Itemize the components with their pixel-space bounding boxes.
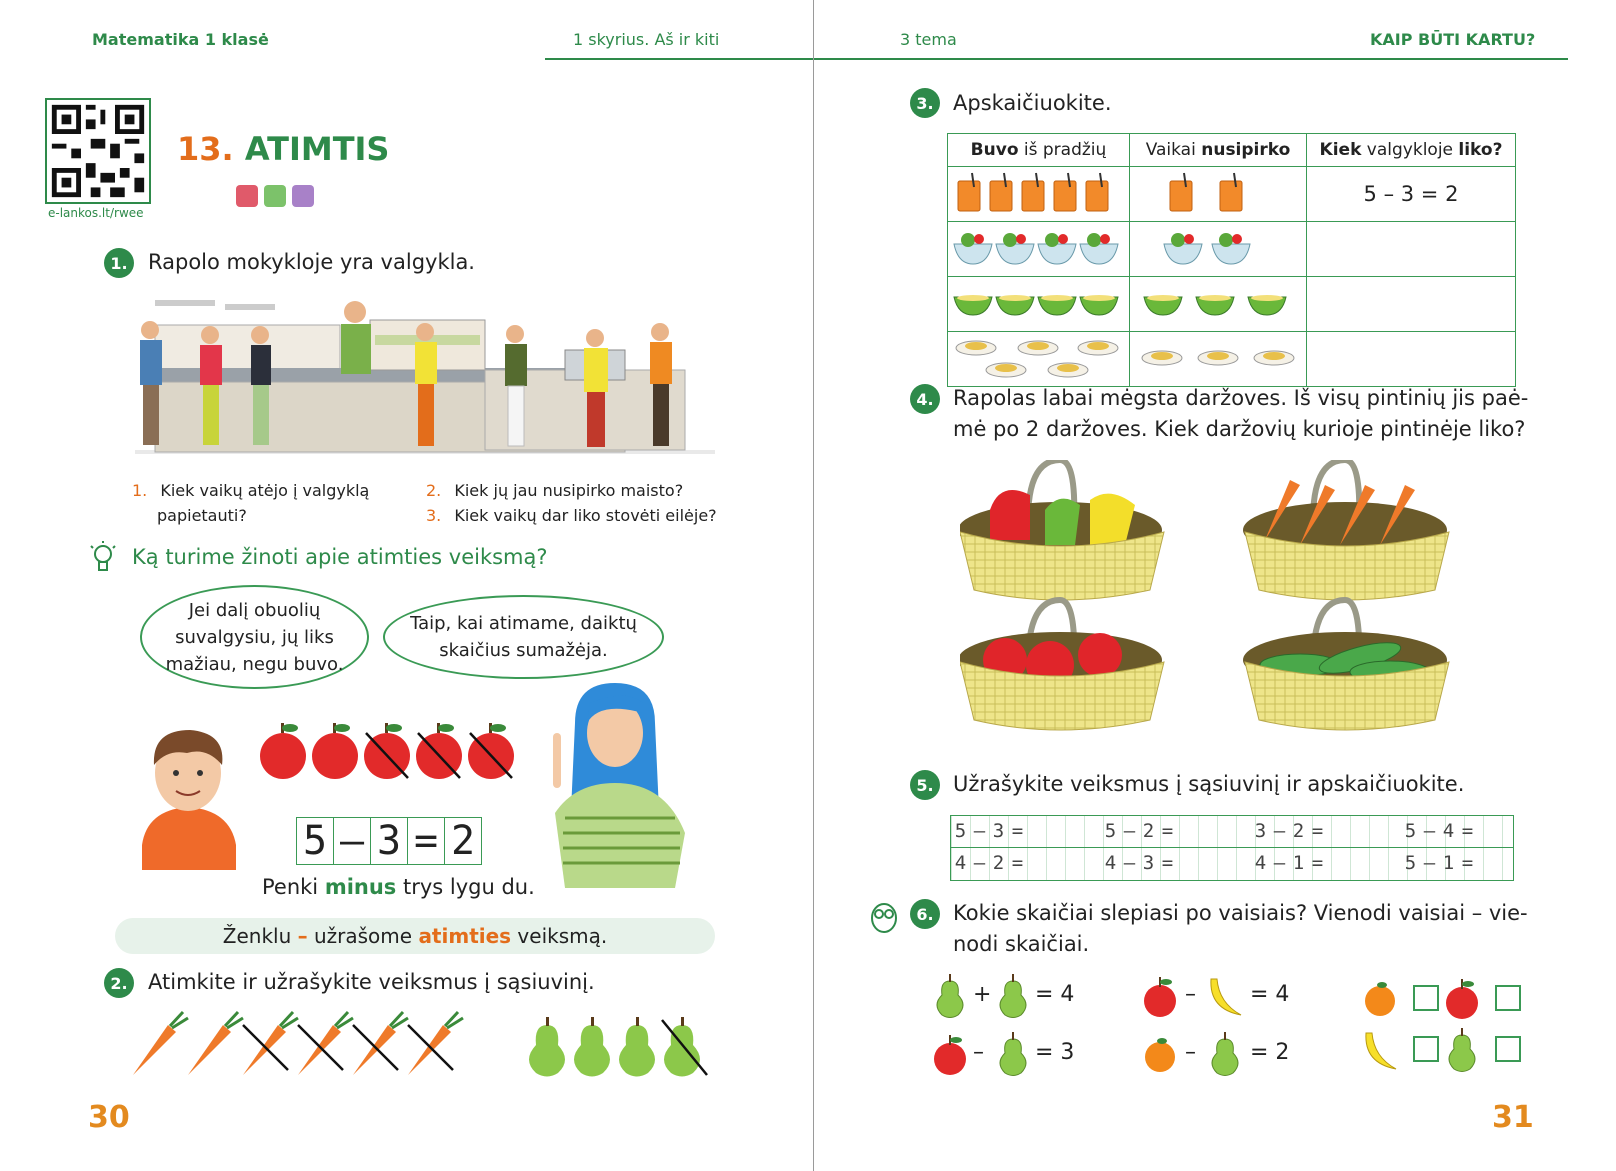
grid-line: [1331, 816, 1332, 880]
equation-box: [296, 817, 482, 865]
equation-b: 3: [371, 818, 408, 864]
carrot-icon: [188, 1012, 243, 1075]
difficulty-square-purple: [292, 185, 314, 207]
grid-line: [1217, 816, 1218, 880]
lesson-number: 13.: [177, 130, 234, 168]
juice-bought-cell: [1130, 167, 1307, 222]
grid-cell: 3: [1254, 820, 1267, 842]
difficulty-square-green: [264, 185, 286, 207]
question-1-number: 1.: [132, 481, 148, 500]
grid-cell: 1: [1442, 852, 1455, 874]
grid-cell: –: [1423, 820, 1436, 842]
salad-start-cell: [948, 222, 1130, 277]
carrots-row: [128, 1010, 468, 1080]
page-number-left: 30: [88, 1100, 130, 1135]
lesson-name: ATIMTIS: [244, 130, 390, 168]
bubble-boy-line-3: mažiau, negu buvo.: [165, 653, 344, 675]
basket-peppers: [960, 460, 1164, 600]
words-pre: Penki: [262, 875, 325, 899]
fruit-eq-3-op: –: [1185, 982, 1196, 1007]
qr-url[interactable]: e-lankos.lt/rwee: [48, 206, 144, 220]
basket-carrots: [1243, 460, 1449, 600]
grid-line: [1065, 816, 1066, 880]
pear-icon: [1205, 1031, 1245, 1077]
grid-line: [1502, 816, 1503, 880]
header-topic: 3 tema: [900, 30, 957, 49]
sign-dash: –: [297, 924, 308, 948]
owl-icon: [870, 900, 898, 934]
grid-cell: 2: [1292, 820, 1305, 842]
grid-line: [1483, 816, 1484, 880]
words-minus: minus: [324, 875, 397, 899]
sign-mid: užrašome: [307, 924, 419, 948]
exercise-3-text: Apskaičiuokite.: [953, 91, 1112, 115]
answer-box-apple[interactable]: [1495, 985, 1521, 1011]
exercise-5-grid: [950, 815, 1514, 881]
equation-op: –: [334, 818, 371, 864]
equation-a: 5: [297, 818, 334, 864]
header-book-title: Matematika 1 klasė: [92, 30, 269, 49]
grid-cell: –: [973, 852, 986, 874]
col3-bold: Kiek: [1319, 140, 1362, 160]
col1-rest: iš pradžių: [1018, 140, 1107, 160]
carrot-icon: [243, 1012, 298, 1075]
juice-start-cell: [948, 167, 1130, 222]
grid-cell: 4: [1442, 820, 1455, 842]
exercise-4-line-2: mė po 2 daržoves. Kiek daržovių kurioje pintinėje liko?: [953, 417, 1526, 441]
col2-bold: nusipirko: [1201, 140, 1291, 160]
grid-cell: –: [1123, 852, 1136, 874]
grid-cell: 4: [1104, 852, 1117, 874]
fruit-eq-2-op: –: [973, 1040, 984, 1065]
banana-icon: [1205, 973, 1245, 1019]
boy-illustration: [132, 725, 244, 870]
question-3-text: Kiek vaikų dar liko stovėti eilėje?: [454, 506, 717, 525]
vegetable-baskets: [960, 460, 1480, 745]
header-rule-right: [814, 58, 1568, 60]
col-header-bought: [1130, 134, 1307, 167]
bubble-girl-line-2: skaičius sumažėja.: [439, 640, 608, 661]
question-1: [132, 478, 369, 503]
fruit-eq-4-op: –: [1185, 1040, 1196, 1065]
grid-cell: =: [1011, 852, 1024, 874]
row-pasta: [948, 332, 1516, 387]
qr-code[interactable]: [45, 98, 151, 204]
grid-cell: 3: [992, 820, 1005, 842]
equation-r: 2: [450, 818, 476, 864]
grid-cell: =: [1161, 852, 1174, 874]
grid-cell: 2: [992, 852, 1005, 874]
col3-mid: valgykloje: [1361, 140, 1459, 160]
apple-icon: [364, 723, 410, 779]
question-3: [426, 503, 717, 528]
pasta-bought-cell: [1130, 332, 1307, 387]
question-2-number: 2.: [426, 481, 442, 500]
row-salad: [948, 222, 1516, 277]
exercise-5-number: 5.: [910, 770, 940, 800]
grid-cell: 5: [1404, 820, 1417, 842]
equation-eq: =: [408, 818, 445, 864]
bubble-girl-line-1: Taip, kai atimame, daiktų: [410, 613, 637, 634]
page-divider: [813, 0, 814, 1171]
pear-icon: [1442, 1027, 1482, 1073]
fruit-eq-4-result: = 2: [1250, 1040, 1290, 1065]
speech-bubble-boy: [140, 585, 369, 689]
speech-bubble-girl: [383, 595, 664, 679]
cafeteria-illustration: [125, 290, 725, 470]
grid-line: [1369, 816, 1370, 880]
exercise-3-table: [947, 133, 1516, 387]
soup-bought-cell: [1130, 277, 1307, 332]
difficulty-square-red: [236, 185, 258, 207]
grid-line: [1179, 816, 1180, 880]
banana-icon: [1360, 1027, 1400, 1073]
words-post: trys lygu du.: [396, 875, 535, 899]
answer-box-pear[interactable]: [1495, 1036, 1521, 1062]
grid-line: [1350, 816, 1351, 880]
fruit-eq-2-result: = 3: [1035, 1040, 1075, 1065]
exercise-1-text: Rapolo mokykloje yra valgykla.: [148, 250, 475, 274]
bubble-boy-line-2: suvalgysiu, jų liks: [175, 626, 334, 648]
grid-cell: =: [1011, 820, 1024, 842]
grid-cell: –: [1273, 852, 1286, 874]
sign-pre: Ženklu: [222, 924, 298, 948]
juice-answer-cell: 5 – 3 = 2: [1307, 167, 1516, 222]
exercise-2-number: 2.: [104, 968, 134, 998]
col2-rest: Vaikai: [1145, 140, 1202, 160]
exercise-1-number: 1.: [104, 248, 134, 278]
exercise-4-number: 4.: [910, 384, 940, 414]
exercise-6-line-2: nodi skaičiai.: [953, 932, 1090, 956]
grid-cell: =: [1311, 820, 1324, 842]
question-1-cont: papietauti?: [157, 506, 247, 525]
grid-cell: –: [1423, 852, 1436, 874]
exercise-6-line-1: Kokie skaičiai slepiasi po vaisiais? Vienodi vaisiai – vie-: [953, 901, 1528, 925]
pears-row: [522, 1015, 722, 1080]
pasta-answer-cell: [1307, 332, 1516, 387]
fruit-eq-1-result: = 4: [1035, 982, 1075, 1007]
exercise-3-number: 3.: [910, 88, 940, 118]
apple-icon: [468, 723, 514, 779]
apple-icon: [260, 723, 306, 779]
col-header-start: [948, 134, 1130, 167]
exercise-6-number: 6.: [910, 899, 940, 929]
pear-icon: [619, 1017, 655, 1077]
grid-cell: –: [973, 820, 986, 842]
header-chapter: 1 skyrius. Aš ir kiti: [573, 30, 720, 49]
basket-cucumbers: [1243, 600, 1449, 730]
apple-icon: [1140, 973, 1180, 1019]
equation-words: [262, 875, 535, 899]
pear-icon: [993, 973, 1033, 1019]
grid-cell: 1: [1292, 852, 1305, 874]
carrot-icon: [408, 1012, 463, 1075]
grid-cell: –: [1273, 820, 1286, 842]
grid-cell: 5: [1404, 852, 1417, 874]
grid-cell: 4: [1254, 852, 1267, 874]
col1-bold: Buvo: [970, 140, 1019, 160]
sign-post: veiksmą.: [511, 924, 608, 948]
pear-icon: [574, 1017, 610, 1077]
question-1-text: Kiek vaikų atėjo į valgyklą: [160, 481, 370, 500]
header-rule-left: [545, 58, 813, 60]
grid-line: [1236, 816, 1237, 880]
exercise-4-line-1: Rapolas labai mėgsta daržoves. Iš visų pintinių jis paė-: [953, 386, 1529, 410]
lightbulb-icon: [88, 540, 118, 576]
exercise-5-text: Užrašykite veiksmus į sąsiuvinį ir apskaičiuokite.: [953, 772, 1465, 796]
orange-icon: [1360, 975, 1400, 1021]
salad-bought-cell: [1130, 222, 1307, 277]
question-2: [426, 478, 683, 503]
salad-answer-cell: [1307, 222, 1516, 277]
apple-icon: [1442, 975, 1482, 1021]
sign-rule-box: [115, 918, 715, 954]
grid-cell: 4: [954, 852, 967, 874]
carrot-icon: [298, 1012, 353, 1075]
pear-icon: [930, 973, 970, 1019]
grid-cell: 5: [954, 820, 967, 842]
lesson-title: [177, 130, 389, 168]
question-3-number: 3.: [426, 506, 442, 525]
grid-line: [1046, 816, 1047, 880]
sign-bold: atimties: [418, 924, 512, 948]
pasta-start-cell: [948, 332, 1130, 387]
grid-cell: 2: [1142, 820, 1155, 842]
page-number-right: 31: [1492, 1100, 1534, 1135]
grid-cell: 5: [1104, 820, 1117, 842]
apple-icon: [930, 1031, 970, 1077]
girl-illustration: [545, 683, 715, 888]
grid-cell: =: [1311, 852, 1324, 874]
grid-line: [1198, 816, 1199, 880]
question-2-text: Kiek jų jau nusipirko maisto?: [454, 481, 684, 500]
soup-answer-cell: [1307, 277, 1516, 332]
pear-icon: [664, 1017, 700, 1077]
orange-icon: [1140, 1031, 1180, 1077]
header-topic-title: KAIP BŪTI KARTU?: [1370, 30, 1536, 49]
row-juice: [948, 167, 1516, 222]
pear-icon: [993, 1031, 1033, 1077]
apples-row: [258, 718, 518, 783]
row-soup: [948, 277, 1516, 332]
carrot-icon: [353, 1012, 408, 1075]
basket-tomatoes: [960, 600, 1164, 730]
apple-icon: [416, 723, 462, 779]
soup-start-cell: [948, 277, 1130, 332]
col3-bold-2: liko?: [1458, 140, 1503, 160]
apple-icon: [312, 723, 358, 779]
bubble-boy-line-1: Jei dalį obuolių: [188, 599, 321, 621]
answer-box-banana[interactable]: [1413, 1036, 1439, 1062]
exercise-2-text: Atimkite ir užrašykite veiksmus į sąsiuvinį.: [148, 970, 595, 994]
pear-icon: [529, 1017, 565, 1077]
grid-cell: 3: [1142, 852, 1155, 874]
carrot-icon: [133, 1012, 188, 1075]
fruit-eq-1-op: +: [973, 982, 992, 1007]
grid-line: [1027, 816, 1028, 880]
know-title: Ką turime žinoti apie atimties veiksmą?: [132, 545, 548, 569]
grid-cell: =: [1161, 820, 1174, 842]
grid-line: [1084, 816, 1085, 880]
grid-line: [1388, 816, 1389, 880]
fruit-eq-3-result: = 4: [1250, 982, 1290, 1007]
col-header-left: [1307, 134, 1516, 167]
grid-cell: =: [1461, 852, 1474, 874]
answer-box-orange[interactable]: [1413, 985, 1439, 1011]
grid-cell: =: [1461, 820, 1474, 842]
grid-cell: –: [1123, 820, 1136, 842]
